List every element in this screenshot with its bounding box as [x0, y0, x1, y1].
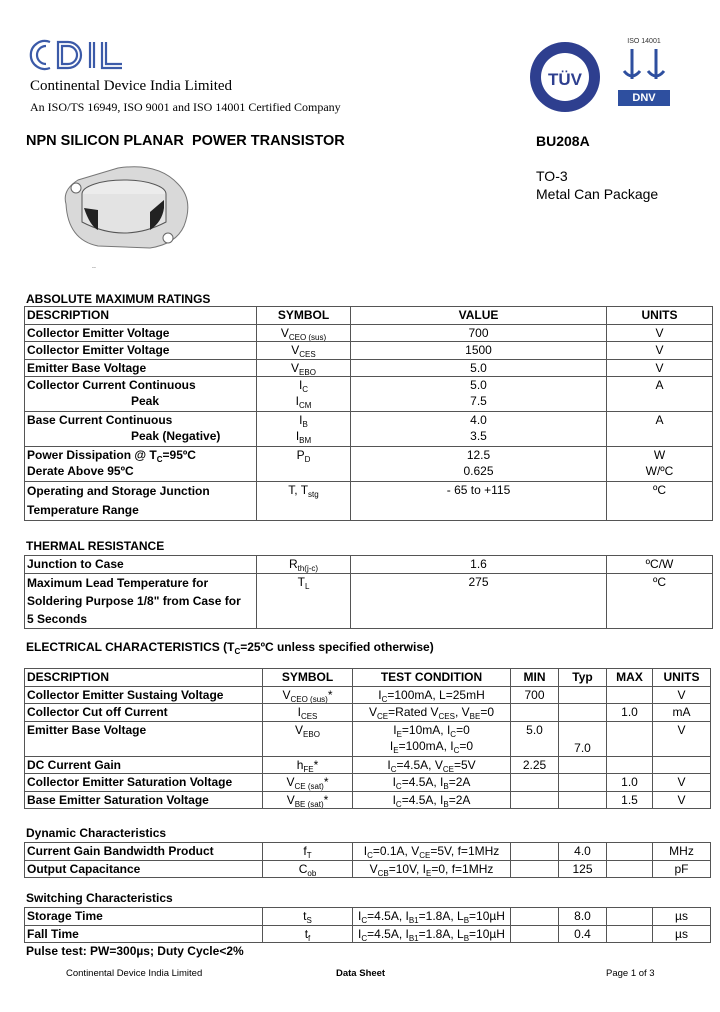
abs-max-header-row: [25, 307, 713, 325]
col-units: UNITS: [653, 669, 711, 687]
row-unit: V: [653, 774, 711, 792]
row-typ: 7.0: [559, 721, 607, 756]
row-value: 4.0: [470, 413, 487, 427]
row-min: 2.25: [511, 756, 559, 774]
row-unit: A: [607, 377, 713, 412]
row-symbol-sub: BE (sat): [294, 799, 324, 809]
row-description-sub: Peak (Negative): [131, 429, 221, 443]
row-condition-2: $I_E=100mA$, $I_C=0$: [389, 738, 474, 755]
dynamic-section-title: Dynamic Characteristics: [26, 826, 167, 840]
row-unit: MHz: [653, 843, 711, 861]
row-max: [607, 756, 653, 774]
table-row: [25, 482, 713, 521]
package-description: Metal Can Package: [536, 186, 659, 202]
row-min: [511, 925, 559, 943]
table-row: [25, 556, 713, 574]
thermal-section-title: THERMAL RESISTANCE: [26, 539, 165, 553]
table-row: [25, 412, 713, 447]
row-symbol-sub: th(j-c): [297, 564, 319, 573]
table-row: [25, 447, 713, 482]
row-symbol-sub: f: [308, 933, 311, 943]
dnv-label: DNV: [618, 90, 670, 106]
row-description-tail: =95ºC: [162, 448, 196, 462]
row-max: [607, 721, 653, 756]
switching-section-title: Switching Characteristics: [26, 891, 173, 905]
row-symbol-sub: EBO: [299, 367, 316, 377]
row-unit: A: [607, 412, 713, 447]
row-typ: [559, 686, 607, 704]
footer-doc-type: Data Sheet: [336, 968, 386, 979]
electrical-title-sub: C: [234, 647, 241, 656]
abs-max-section-title: ABSOLUTE MAXIMUM RATINGS: [26, 292, 211, 306]
part-number: BU208A: [536, 133, 590, 149]
row-max: [607, 860, 653, 878]
row-condition: $I_C=4.5A$, $I_B=2A$: [353, 774, 511, 792]
row-symbol: V: [295, 722, 304, 737]
dynamic-table: [24, 842, 711, 878]
row-description: Collector Emitter Sustaing Voltage: [25, 686, 263, 704]
row-typ: [559, 704, 607, 722]
row-symbol: V: [286, 792, 295, 807]
row-symbol-star: *: [327, 687, 333, 702]
row-unit: [653, 756, 711, 774]
row-symbol: V: [286, 775, 295, 789]
row-unit: ºC: [607, 573, 713, 628]
row-description: Fall Time: [25, 925, 263, 943]
row-description: Emitter Base Voltage: [27, 360, 147, 375]
row-symbol-sub: CM: [298, 401, 312, 410]
row-symbol: I: [295, 394, 299, 408]
row-min: [511, 791, 559, 809]
row-description-sub: C: [156, 455, 163, 464]
row-unit: W/ºC: [645, 464, 674, 478]
electrical-header-row: [25, 669, 711, 687]
tuv-certification-badge: [528, 40, 602, 114]
col-max: MAX: [607, 669, 653, 687]
row-symbol: t: [303, 909, 307, 923]
table-row: [25, 377, 713, 412]
row-max: 1.0: [607, 774, 653, 792]
row-value: 275: [351, 573, 607, 628]
row-max: 1.0: [607, 704, 653, 722]
row-description: Operating and Storage Junction: [27, 484, 210, 498]
table-row: [25, 925, 711, 943]
row-description-sub: Peak: [131, 394, 160, 408]
row-min: 700: [511, 686, 559, 704]
row-max: 1.5: [607, 791, 653, 809]
row-condition: $I_C=0.1A$, $V_{CE}=5V$, f=1MHz: [353, 843, 511, 861]
row-value: 0.625: [463, 464, 494, 478]
row-unit: µs: [653, 908, 711, 926]
col-test-condition: TEST CONDITION: [353, 669, 511, 687]
col-symbol: SYMBOL: [263, 669, 353, 687]
row-typ: 0.4: [559, 925, 607, 943]
switching-table: [24, 907, 711, 943]
row-description: Collector Cut off Current: [25, 704, 263, 722]
row-description: Storage Time: [25, 908, 263, 926]
row-symbol-sub: S: [306, 916, 312, 925]
row-min: 5.0: [511, 721, 559, 756]
row-symbol-sub: ob: [307, 868, 317, 878]
col-units: UNITS: [607, 307, 713, 325]
row-symbol-sub: stg: [308, 490, 319, 499]
row-description: Collector Emitter Voltage: [27, 325, 170, 340]
row-unit: ºC: [607, 482, 713, 521]
row-symbol-sub: EBO: [303, 729, 320, 739]
row-unit: W: [653, 448, 666, 462]
row-symbol: C: [298, 861, 308, 876]
row-unit: V: [653, 721, 711, 756]
row-symbol-sub: CES: [299, 350, 316, 359]
row-typ: 4.0: [559, 843, 607, 861]
row-min: [511, 704, 559, 722]
row-description-line3: 5 Seconds: [27, 611, 88, 626]
row-symbol-sub: T: [306, 851, 312, 860]
row-value: 7.5: [470, 394, 487, 408]
row-description: Output Capacitance: [25, 860, 263, 878]
iso-14001-label: ISO 14001: [627, 38, 661, 45]
abs-max-table: [24, 306, 713, 521]
electrical-section-title: [26, 640, 434, 654]
electrical-table: [24, 668, 711, 809]
row-symbol-sub: BM: [299, 436, 312, 445]
row-symbol-sub: CEO (sus): [288, 332, 327, 342]
table-row: [25, 359, 713, 377]
row-unit: V: [607, 359, 713, 377]
col-value: VALUE: [351, 307, 607, 325]
row-symbol: T: [297, 574, 305, 589]
row-condition: $I_C=100mA$, L=25mH: [353, 686, 511, 704]
row-symbol: V: [291, 360, 300, 375]
col-description: DESCRIPTION: [25, 669, 263, 687]
row-min: [511, 843, 559, 861]
row-typ: [559, 774, 607, 792]
row-condition: $I_C=4.5A$, $I_{B1}=1.8A$, $L_B=10\mu H$: [353, 925, 511, 943]
row-description: Collector Emitter Saturation Voltage: [25, 774, 263, 792]
row-symbol: R: [288, 557, 298, 571]
row-unit: V: [653, 791, 711, 809]
row-description: Power Dissipation @ T: [27, 448, 157, 462]
table-row: [25, 573, 713, 628]
row-min: [511, 860, 559, 878]
to3-package-image: [58, 160, 198, 270]
row-typ: [559, 791, 607, 809]
company-name: Continental Device India Limited: [30, 78, 233, 94]
pulse-test-note: Pulse test: PW=300µs; Duty Cycle<2%: [26, 944, 244, 958]
row-symbol-sub: L: [304, 581, 310, 591]
electrical-title-pre: ELECTRICAL CHARACTERISTICS (T: [26, 640, 235, 654]
row-value: 1500: [351, 342, 607, 360]
row-condition: $I_C=4.5A$, $I_B=2A$: [353, 791, 511, 809]
row-description: Base Current Continuous: [27, 413, 173, 427]
row-max: [607, 843, 653, 861]
row-description: DC Current Gain: [25, 756, 263, 774]
table-row: [25, 342, 713, 360]
row-min: [511, 908, 559, 926]
row-condition: $I_C=4.5A$, $I_{B1}=1.8A$, $L_B=10\mu H$: [353, 908, 511, 926]
row-max: [607, 908, 653, 926]
row-symbol: t: [304, 926, 309, 941]
row-description: Emitter Base Voltage: [25, 721, 263, 756]
row-symbol: f: [303, 844, 307, 858]
row-symbol: h: [296, 757, 304, 772]
row-description: Junction to Case: [25, 556, 257, 574]
thermal-table: [24, 555, 713, 629]
row-symbol: P: [296, 448, 305, 462]
row-symbol: T, T: [288, 483, 309, 497]
row-symbol-sub: FE: [303, 764, 314, 774]
col-min: MIN: [511, 669, 559, 687]
row-description-line2: Temperature Range: [27, 503, 139, 517]
row-unit: µs: [653, 925, 711, 943]
row-typ: [559, 756, 607, 774]
col-symbol: SYMBOL: [257, 307, 351, 325]
row-symbol-sub: D: [304, 455, 311, 464]
row-typ: 125: [559, 860, 607, 878]
row-symbol-star: *: [323, 775, 329, 789]
row-unit: ºC/W: [607, 556, 713, 574]
dnv-certification-badge: [618, 38, 670, 110]
tuv-label: TÜV: [548, 70, 582, 89]
row-value: 5.0: [470, 378, 487, 392]
table-row: [25, 908, 711, 926]
row-description: Collector Emitter Voltage: [27, 343, 170, 357]
row-description: Current Gain Bandwidth Product: [25, 843, 263, 861]
table-row: [25, 324, 713, 342]
row-symbol-sub: B: [302, 420, 308, 429]
row-symbol: I: [295, 429, 300, 443]
row-unit: V: [607, 342, 713, 360]
row-value: 5.0: [351, 359, 607, 377]
row-value: 3.5: [470, 429, 487, 443]
row-value: - 65 to +115: [351, 482, 607, 521]
svg-text:..: ..: [92, 263, 96, 270]
row-max: [607, 925, 653, 943]
row-symbol: V: [282, 687, 291, 702]
row-typ: 8.0: [559, 908, 607, 926]
row-unit: V: [607, 324, 713, 342]
row-symbol-star: *: [323, 792, 329, 807]
row-value: 1.6: [351, 556, 607, 574]
row-unit: V: [653, 686, 711, 704]
table-row: [25, 860, 711, 878]
package-type: TO-3: [536, 168, 568, 184]
company-tagline: An ISO/TS 16949, ISO 9001 and ISO 14001 Certified Company: [30, 100, 341, 114]
row-description: Derate Above 95ºC: [27, 464, 134, 478]
table-row: [25, 686, 711, 704]
row-value: 12.5: [466, 448, 491, 462]
company-logo: [28, 36, 148, 76]
col-description: DESCRIPTION: [25, 307, 257, 325]
table-row: [25, 721, 711, 756]
table-row: [25, 774, 711, 792]
anchor-icon: [618, 45, 670, 85]
table-row: [25, 843, 711, 861]
electrical-title-post: =25ºC unless specified otherwise): [240, 640, 434, 654]
row-symbol: V: [291, 343, 300, 357]
footer-page-number: Page 1 of 3: [606, 968, 655, 979]
row-symbol: V: [280, 325, 289, 340]
cdil-logo-mark: [28, 36, 148, 76]
row-max: [607, 686, 653, 704]
row-unit: mA: [653, 704, 711, 722]
table-row: [25, 704, 711, 722]
product-type-title: NPN SILICON PLANAR POWER TRANSISTOR: [26, 133, 345, 149]
row-symbol-star: *: [313, 757, 319, 772]
col-typ: Typ: [559, 669, 607, 687]
footer-company: Continental Device India Limited: [66, 968, 203, 979]
table-row: [25, 791, 711, 809]
row-symbol: I: [297, 705, 301, 719]
row-description: Collector Current Continuous: [27, 378, 196, 392]
row-description-line2: Soldering Purpose 1/8" from Case for: [27, 593, 241, 608]
row-condition: $I_E=10mA$, $I_C=0$: [393, 722, 470, 739]
row-description: Base Emitter Saturation Voltage: [25, 791, 263, 809]
row-symbol-sub: C: [302, 385, 309, 394]
row-symbol-sub: CES: [300, 712, 318, 721]
row-symbol: I: [298, 378, 303, 392]
row-symbol-sub: CEO (sus): [290, 694, 328, 704]
row-symbol: I: [299, 413, 303, 427]
row-condition: $V_{CB}=10V$, $I_E=0$, f=1MHz: [353, 860, 511, 878]
row-value: 700: [351, 324, 607, 342]
row-unit: pF: [653, 860, 711, 878]
row-condition: $V_{CE}=Rated$ $V_{CES}$, $V_{BE}=0$: [353, 704, 511, 722]
row-condition: $I_C=4.5A$, $V_{CE}=5V$: [353, 756, 511, 774]
row-min: [511, 774, 559, 792]
row-symbol-sub: CE (sat): [294, 782, 324, 791]
row-description: Maximum Lead Temperature for: [27, 575, 209, 590]
table-row: [25, 756, 711, 774]
